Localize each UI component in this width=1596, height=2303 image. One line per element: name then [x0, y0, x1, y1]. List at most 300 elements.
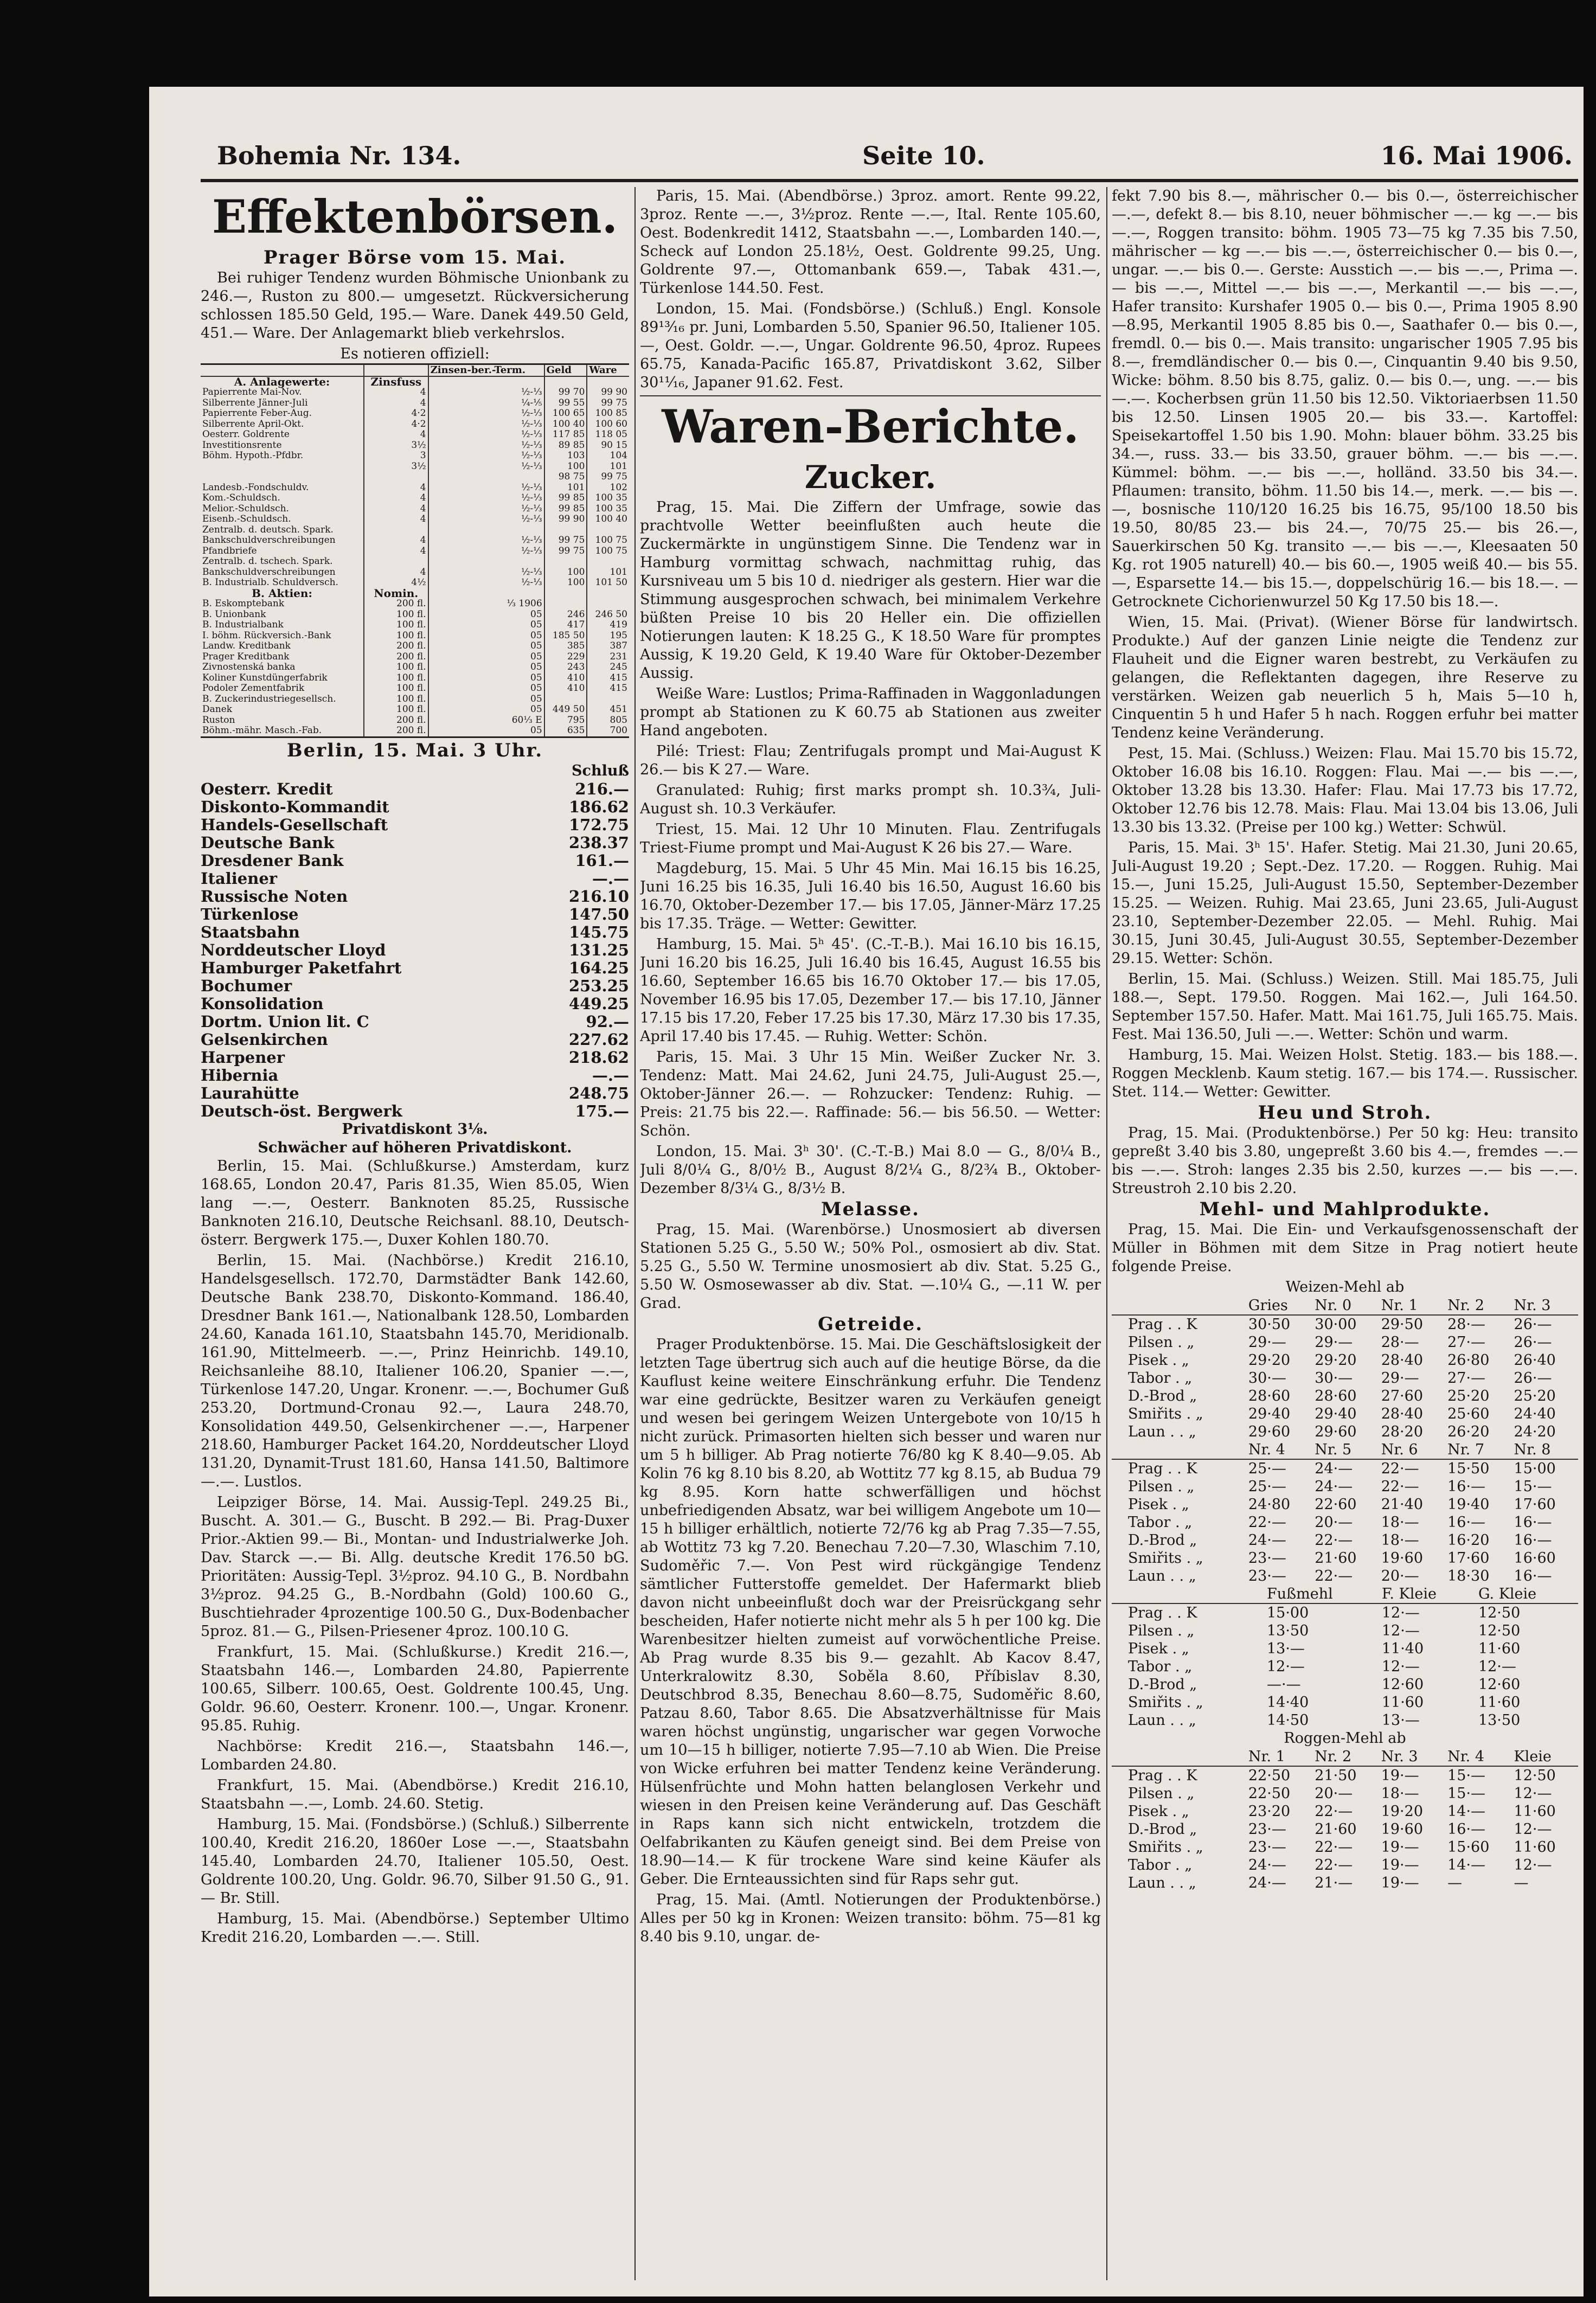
table-cell [544, 694, 587, 705]
table-row [201, 959, 629, 977]
table-cell: 16·60 [1514, 1550, 1556, 1567]
table-cell [428, 525, 544, 536]
paragraph: Granulated: Ruhig; first marks prompt sh. 10.3¾, Juli-August sh. 10.3 Verkäufer. [640, 782, 1101, 817]
table-cell: 4 [364, 567, 428, 578]
table-row [201, 715, 629, 726]
table-row [201, 652, 629, 663]
table-row [201, 546, 629, 557]
table-cell: 16·— [1447, 1478, 1486, 1495]
table-cell: 11·60 [1478, 1640, 1521, 1657]
table-cell: 101 [587, 567, 629, 578]
table-cell: Italiener [201, 869, 278, 888]
newspaper-page [149, 87, 1584, 2296]
table-cell: 4 [364, 504, 428, 515]
table-cell [201, 461, 364, 472]
column-1 [201, 187, 629, 2283]
table-cell: 100 fl. [364, 683, 428, 694]
table-cell: Dortm. Union lit. C [201, 1012, 369, 1031]
table-row [201, 852, 629, 870]
paragraph: London, 15. Mai. 3ʰ 30'. (C.-T.-B.) Mai 8.0 — G., 8/0¼ B., Juli 8/0¼ G., 8/0½ B., August 8/2¼ G., 8/2¾ B., Oktober-Dezember 8/3¼ G., 8/3½ B. [640, 1143, 1101, 1197]
table-cell: 3 [364, 451, 428, 461]
table-cell: 101 [587, 461, 629, 472]
table-cell: 27·60 [1381, 1388, 1423, 1404]
column-header: Nr. 1 [1379, 1297, 1445, 1315]
table-cell: 12·60 [1478, 1676, 1521, 1693]
table-cell: 14·40 [1266, 1694, 1309, 1711]
table-cell: 92.— [586, 1012, 629, 1031]
table-cell: 22·— [1381, 1460, 1419, 1477]
table-cell [544, 599, 587, 610]
table-cell: 22·— [1315, 1568, 1353, 1584]
table-cell: 99 55 [544, 398, 587, 409]
column-header: Nr. 3 [1512, 1297, 1578, 1315]
table-cell: ¼-⅕ [428, 398, 544, 409]
table-cell: 4 [364, 398, 428, 409]
table-cell: 99 75 [544, 546, 587, 557]
column-header: Geld [544, 364, 587, 376]
table-cell: Prag . . K [1128, 1767, 1197, 1784]
table-cell: 253.25 [569, 976, 629, 995]
table-cell: 231 [587, 652, 629, 663]
table-cell: Laun . . „ [1128, 1423, 1196, 1440]
table-cell: 101 [544, 483, 587, 493]
table-cell: Prag . . K [1128, 1316, 1197, 1333]
table-cell: Silberrente April-Okt. [202, 418, 304, 429]
table-cell: 216.10 [569, 887, 629, 906]
paragraph: Prag, 15. Mai. (Warenbörse.) Unosmosiert ab diversen Stationen 5.25 G., 5.50 W.; 50% Pol., osmosiert ab div. Stat. 5.25 G., 5.50 W. Termine unosmosiert ab div. Stat. 5.25 G., 5.50 W. Osmosewasser ab div. Stat. —.10¼ G., —.11 W. per Grad. [640, 1221, 1101, 1312]
table-cell: 98 75 [544, 472, 587, 483]
table-cell: 26·— [1514, 1316, 1552, 1333]
paragraph: Paris, 15. Mai. 3ʰ 15'. Hafer. Stetig. Mai 21.30, Juni 20.65, Juli-August 19.20 ; Sept.-Dez. 17.20. — Roggen. Ruhig. Mai 15.—, Juni 15.25, Juli-August 15.50, September-Dezember 15.25. — Weizen. Ruhig. Mai 23.65, Juni 23.65, Juli-August 23.10, September-Dezember 22.05. — Mehl. Ruhig. Mai 30.15, Juni 30.45, Juli-August 30.55, September-Dezember 29.15. Wetter: Schön. [1112, 839, 1578, 967]
table-cell: Staatsbahn [201, 922, 300, 941]
table-cell: 18·— [1381, 1785, 1419, 1802]
table-row [201, 631, 629, 641]
paragraph: Prager Produktenbörse. 15. Mai. Die Geschäftslosigkeit der letzten Tage übertrug sich auch auf die heutige Börse, da die Kauflust keine weitere Einschränkung erfuhr. Die Tendenz war eine gedrückte, Besitzer waren zu Verkäufen geneigt und wesen bei geringem Weizen Untergebote von 10/15 h nicht zurück. Primasorten hielten sich besser und waren nur um 5 h billiger. Ab Prag notierte 76/80 kg K 8.40—9.05. Ab Kolin 76 kg 8.10 bis 8.20, ab Wottitz 77 kg 8.15, ab Budua 79 kg 8.95. Korn hatte schwerfälligen und höchst unbefriedigenden Absatz, war bei willigem Angebote um 10—15 h billiger erhältlich, notierte 72/76 kg ab Prag 7.35—7.55, ab Wottitz 73 kg 7.20. Benechau 7.20—7.30, Wlaschim 7.10, Sudoměřic 7.—. Von Pest wird rückgängige Tendenz sämtlicher Futterstoffe gemeldet. Der Hafermarkt blieb davon nicht unbeeinflußt doch war der Preisrückgang sehr bescheiden, Hafer notierte nicht mehr als 5 h per 100 kg. Die Warenbesitzer hielten zumeist auf vorwöchentliche Preise. Ab Prag wurde 8.35 bis 9.— gezahlt. Ab Kacov 8.47, Unterkralowitz 8.30, Soběla 8.60, Příbislav 8.30, Deutschbrod 8.35, Benechau 8.60—8.75, Sudoměřic 8.60, Patzau 8.60, Tabor 8.65. Die Absatzverhältnisse für Mais waren höchst ungünstig, ungarischer war gegen Vorwoche um 10—15 h billiger, notierte 7.95—7.10 ab Wien. Die Preise von Wicke erfuhren bei matter Tendenz keine Veränderung. Hülsenfrüchte und Mohn hatten belanglosen Verkehr und wiesen in den Preisen keine Veränderung auf. Das Geschäft in Raps kann sich nicht entwickeln, trotzdem die Oelfabrikanten zu Käufen geneigt sind. Bei dem Preise von 18.90—14.— K für trockene Ware sind keine Käufer als Geber. Die Ernteaussichten sind für Raps sehr gut. [640, 1336, 1101, 1888]
table-row [201, 599, 629, 610]
table-row [201, 461, 629, 472]
table-cell [428, 588, 544, 599]
table-cell: 24·80 [1248, 1496, 1291, 1513]
column-header: Nr. 7 [1445, 1441, 1511, 1459]
column-header: F. Kleie [1380, 1585, 1476, 1603]
table-row [201, 977, 629, 995]
roggen-mehl-label: Roggen-Mehl ab [1284, 1730, 1406, 1747]
table-cell: Diskonto-Kommandit [201, 797, 389, 816]
table-cell: 21·— [1315, 1875, 1353, 1891]
table-cell: 23·— [1248, 1550, 1286, 1567]
table-cell: 100 fl. [364, 610, 428, 620]
column-header: Nr. 3 [1379, 1748, 1445, 1766]
table-cell: 16·— [1447, 1821, 1486, 1838]
table-cell: 05 [428, 704, 544, 715]
table-cell: Melior.-Schuldsch. [202, 503, 289, 514]
table-row [1112, 1333, 1578, 1351]
table-cell: 12·— [1478, 1658, 1516, 1675]
table-cell: D.-Brod „ [1128, 1532, 1197, 1549]
table-cell: 26·20 [1447, 1423, 1490, 1440]
table-cell: Deutsch-öst. Bergwerk [201, 1101, 402, 1120]
table-cell: Pilsen . „ [1128, 1785, 1195, 1802]
column-divider [634, 187, 636, 2280]
table-cell: 25·20 [1514, 1388, 1556, 1404]
table-cell: 102 [587, 483, 629, 493]
table-row [201, 1031, 629, 1049]
table-row [1112, 1369, 1578, 1387]
table-cell: —.— [592, 1066, 629, 1085]
table-cell: Pilsen . „ [1128, 1334, 1195, 1351]
table-cell [587, 556, 629, 567]
column-header: G. Kleie [1476, 1585, 1578, 1603]
table-cell: 451 [587, 704, 629, 715]
table-row [1112, 1405, 1578, 1423]
table-row [1112, 1640, 1578, 1658]
table-cell [544, 588, 587, 599]
table-cell: 05 [428, 726, 544, 737]
table-cell: 11·60 [1514, 1839, 1556, 1856]
column-header: Ware [587, 364, 629, 376]
table-row [201, 1102, 629, 1120]
issue-label: Bohemia Nr. 134. [217, 141, 462, 170]
table-cell: 12·60 [1381, 1676, 1424, 1693]
table-cell: 17·60 [1514, 1496, 1556, 1513]
column-3 [1112, 187, 1578, 2283]
table-row [201, 472, 629, 483]
paragraph: Pest, 15. Mai. (Schluss.) Weizen: Flau. Mai 15.70 bis 15.72, Oktober 16.08 bis 16.10. Roggen: Flau. Mai —.— bis —.—, Oktober 13.28 bis 13.30. Hafer: Flau. Mai 17.73 bis 17.72, Oktober 12.76 bis 12.78. Mais: Flau. Mai 13.04 bis 13.06, Juli 13.30 bis 13.32. (Preise per 100 kg.) Wetter: Schwül. [1112, 745, 1578, 836]
table-cell: ½-⅓ [428, 535, 544, 546]
table-cell: 12·50 [1478, 1605, 1521, 1621]
table-cell: 28·— [1447, 1316, 1486, 1333]
table-cell: 12·— [1381, 1622, 1420, 1639]
column-header: Nr. 2 [1312, 1748, 1379, 1766]
table-row [201, 419, 629, 430]
table-cell: 4·2 [364, 419, 428, 430]
table-cell: 17·60 [1447, 1550, 1490, 1567]
table-cell: Zentralb. d. tschech. Spark. [202, 556, 333, 567]
table-cell: 24·— [1315, 1478, 1353, 1495]
table-cell: 100 fl. [364, 662, 428, 673]
table-row [1112, 1513, 1578, 1531]
table-cell: 60⅓ E [428, 715, 544, 726]
table-cell: 16·— [1514, 1568, 1552, 1584]
table-cell: 245 [587, 662, 629, 673]
table-cell: Laun . . „ [1128, 1875, 1196, 1891]
table-cell [201, 472, 364, 483]
table-row [1112, 1658, 1578, 1676]
paragraph: Pilé: Triest: Flau; Zentrifugals prompt und Mai-August K 26.— bis K 27.— Ware. [640, 743, 1101, 778]
table-cell: ½-⅓ [428, 567, 544, 578]
table-cell: 13·— [1266, 1640, 1305, 1657]
table-cell: 100 fl. [364, 631, 428, 641]
table-cell: Landw. Kreditbank [202, 640, 291, 651]
paragraph: Hamburg, 15. Mai. Weizen Holst. Stetig. 183.— bis 188.—. Roggen Mecklenb. Kaum stetig. 167.— bis 174.—. Russischer. Stet. 114.— Wetter: Gewitter. [1112, 1047, 1578, 1100]
table-cell: 410 [544, 683, 587, 694]
table-row [1112, 1478, 1578, 1496]
table-row [201, 493, 629, 504]
table-row [201, 923, 629, 941]
table-cell: 218.62 [569, 1048, 629, 1067]
table-cell: 27·— [1447, 1370, 1486, 1387]
column-2 [640, 187, 1101, 2283]
table-cell: Bankschuldverschreibungen [202, 535, 336, 546]
table-row [201, 398, 629, 409]
table-cell: 161.— [575, 851, 629, 870]
table-row [1112, 1785, 1578, 1802]
column-header: Nr. 4 [1445, 1748, 1511, 1766]
privatdiskont: Privatdiskont 3⅛. [342, 1120, 488, 1138]
table-row [201, 870, 629, 888]
table-cell: Gelsenkirchen [201, 1030, 328, 1049]
paragraph: London, 15. Mai. (Fondsbörse.) (Schluß.) Engl. Konsole 89¹³⁄₁₆ pr. Juni, Lombarden 5.50, Spanier 96.50, Italiener 105.—, Oest. Goldr. —.—, Ungar. Goldrente 96.50, 4proz. Rupees 65.75, Kanada-Pacific 165.87, Privatdiskont 3.62, Silber 30¹¹⁄₁₆, Japaner 91.62. Fest. [640, 300, 1101, 391]
table-cell: Smiřits . „ [1128, 1406, 1203, 1422]
table-cell: 23·— [1248, 1821, 1286, 1838]
table-cell: 29·60 [1248, 1423, 1291, 1440]
table-cell: 100 [544, 461, 587, 472]
table-cell: 195 [587, 631, 629, 641]
table-row [201, 780, 629, 798]
table-cell: D.-Brod „ [1128, 1676, 1197, 1693]
table-cell: 15·00 [1514, 1460, 1556, 1477]
table-cell: 100 60 [587, 419, 629, 430]
table-cell: 100 35 [587, 504, 629, 515]
table-cell: Danek [202, 704, 233, 715]
table-cell: 449.25 [569, 994, 629, 1013]
paragraph: Paris, 15. Mai. (Abendbörse.) 3proz. amort. Rente 99.22, 3proz. Rente —.—, 3½proz. Rente —.—, Ital. Rente 105.60, Oest. Bodenkredit 1412, Staatsbahn —.—, Lombarden 140.—, Scheck auf London 25.18½, Oest. Goldrente 99.25, Ung. Goldrente 97.—, Ottomanbank 659.—, Tabak 431.—, Türkenlose 144.50. Fest. [640, 188, 1101, 297]
table-cell: 19·40 [1447, 1496, 1490, 1513]
table-cell: 28·40 [1381, 1406, 1423, 1422]
table-cell: B. Eskomptebank [202, 598, 285, 609]
table-cell: 24·— [1248, 1532, 1286, 1549]
table-cell: 100 40 [544, 419, 587, 430]
table-cell: 12·— [1381, 1605, 1420, 1621]
table-cell: 216.— [575, 779, 629, 798]
table-cell: 4 [364, 514, 428, 525]
table-cell: 15·— [1447, 1767, 1486, 1784]
weizen-mehl-table-2 [1112, 1441, 1578, 1585]
page-number: Seite 10. [862, 141, 985, 170]
table-section-unit: Nomin. [364, 588, 428, 599]
table-cell: 449 50 [544, 704, 587, 715]
table-cell: Böhm. Hypoth.-Pfdbr. [202, 450, 304, 461]
table-cell: Podoler Zementfabrik [202, 683, 305, 694]
table-cell: 11·60 [1381, 1694, 1424, 1711]
table-cell: 22·— [1248, 1514, 1286, 1531]
table-row [201, 941, 629, 959]
table-cell: 25·60 [1447, 1406, 1490, 1422]
table-cell: Laurahütte [201, 1083, 299, 1102]
table-cell: B. Industrialb. Schuldversch. [202, 577, 338, 588]
table-cell: 22·— [1315, 1857, 1353, 1874]
table-cell: 24·40 [1514, 1406, 1556, 1422]
table-cell: 29·40 [1315, 1406, 1357, 1422]
table-cell: 16·20 [1447, 1532, 1490, 1549]
table-cell: 24·— [1315, 1460, 1353, 1477]
paragraph: Bei ruhiger Tendenz wurden Böhmische Unionbank zu 246.—, Ruston zu 800.— umgesetzt. Rückversicherung schlossen 185.50 Geld, 195.— Ware. Danek 449.50 Geld, 451.— Ware. Der Anlagemarkt blieb verkehrslos. [201, 270, 629, 342]
table-cell: ½-⅓ [428, 440, 544, 451]
table-cell: 15·60 [1447, 1839, 1490, 1856]
table-cell: 16·— [1447, 1514, 1486, 1531]
table-cell: Türkenlose [201, 904, 299, 923]
table-cell: 15·— [1447, 1785, 1486, 1802]
table-cell: Russische Noten [201, 887, 348, 906]
table-cell: 05 [428, 673, 544, 684]
table-cell: 28·60 [1315, 1388, 1357, 1404]
table-cell: 21·60 [1315, 1821, 1357, 1838]
table-cell: 21·50 [1315, 1767, 1357, 1784]
table-cell: 4 [364, 387, 428, 398]
table-cell: ½-⅓ [428, 408, 544, 419]
page-header [217, 141, 1573, 184]
table-cell: 99 70 [544, 387, 587, 398]
table-cell: Pilsen . „ [1128, 1478, 1195, 1495]
table-cell: D.-Brod „ [1128, 1388, 1197, 1404]
table-cell: Landesb.-Fondschuldv. [202, 482, 309, 493]
table-cell: 229 [544, 652, 587, 663]
table-cell: 186.62 [569, 797, 629, 816]
paragraph: Leipziger Börse, 14. Mai. Aussig-Tepl. 249.25 Bi., Buscht. A. 301.— G., Buscht. B 292.— Bi. Prag-Duxer Prior.-Aktien 99.— Bi., Montan- und Industrialwerke Joh. Dav. Starck —.— Bi. Allg. deutsche Kredit 176.50 bG. Prioritäten: Aussig-Tepl. 3½proz. 94.10 G., B. Nordbahn 3½proz. 94.25 G., B.-Nordbahn (Gold) 100.60 G., Buschtiehrader 4prozentige 100.50 G., Dux-Bodenbacher 5proz. 81.— G., Pilsen-Priesener 4proz. 100.10 G. [201, 1493, 629, 1640]
table-cell: 29·— [1315, 1334, 1353, 1351]
table-cell: 21·40 [1381, 1496, 1423, 1513]
table-cell: 29·60 [1315, 1423, 1357, 1440]
table-row [1112, 1603, 1578, 1622]
table-cell: 3½ [364, 440, 428, 451]
table-cell: 4 [364, 493, 428, 504]
table-row [201, 798, 629, 816]
table-section-unit: Zinsfuss [364, 376, 428, 388]
table-cell: —·— [1266, 1676, 1301, 1693]
table-row [201, 641, 629, 652]
column-header: Nr. 5 [1312, 1441, 1379, 1459]
table-row [201, 525, 629, 536]
table-row [1112, 1423, 1578, 1441]
table-cell: ½-⅓ [428, 546, 544, 557]
table-row [1112, 1351, 1578, 1369]
table-row [1112, 1622, 1578, 1640]
table-row [201, 556, 629, 567]
table-cell: 25·— [1248, 1460, 1286, 1477]
table-cell: Bankschuldverschreibungen [202, 566, 336, 578]
table-cell: 795 [544, 715, 587, 726]
table-cell [587, 599, 629, 610]
table-cell: 410 [544, 673, 587, 684]
table-cell: 99 90 [544, 514, 587, 525]
table-cell: 99 85 [544, 504, 587, 515]
table-cell: 20·— [1315, 1785, 1353, 1802]
table-cell: 19·60 [1381, 1821, 1423, 1838]
table-cell: 05 [428, 694, 544, 705]
column-header [1112, 1441, 1246, 1459]
table-cell: 200 fl. [364, 726, 428, 737]
table-cell: Eisenb.-Schuldsch. [202, 514, 291, 524]
table-cell: 172.75 [569, 815, 629, 834]
paragraph: Prag, 15. Mai. (Produktenbörse.) Per 50 kg: Heu: transito gepreßt 3.40 bis 3.80, ungepreßt 3.60 bis 4.—, fremdes —.— bis —.—. Stroh: langes 2.35 bis 2.50, kurzes —.— bis —.—. Streustroh 2.10 bis 2.20. [1112, 1125, 1578, 1197]
table-cell: 30·00 [1315, 1316, 1357, 1333]
paragraph: Frankfurt, 15. Mai. (Abendbörse.) Kredit 216.10, Staatsbahn —.—, Lomb. 24.60. Stetig. [201, 1776, 629, 1812]
table-cell: 246 50 [587, 610, 629, 620]
table-cell: 103 [544, 451, 587, 461]
table-cell: — [1447, 1875, 1463, 1891]
table-cell: 100 75 [587, 535, 629, 546]
table-cell: 99 75 [544, 535, 587, 546]
table-row [201, 662, 629, 673]
column-header: Nr. 1 [1246, 1748, 1312, 1766]
table-cell: Pfandbriefe [202, 545, 257, 556]
table-row [201, 387, 629, 398]
paragraph: Triest, 15. Mai. 12 Uhr 10 Minuten. Flau. Zentrifugals Triest-Fiume prompt und Mai-August K 26 bis 27.— Ware. [640, 821, 1101, 856]
paragraph: Frankfurt, 15. Mai. (Schlußkurse.) Kredit 216.—, Staatsbahn 146.—, Lombarden 24.80, Papierrente 100.65, Silberr. 100.65, Oest. Goldrente 100.45, Ung. Goldr. 96.60, Oesterr. Kronenr. 100.—, Ungar. Kronenr. 95.85. Ruhig. [201, 1643, 629, 1734]
divider [640, 395, 1101, 396]
table-cell: 243 [544, 662, 587, 673]
table-cell: 05 [428, 620, 544, 631]
berlin-heading: Berlin, 15. Mai. 3 Uhr. [286, 739, 543, 761]
table-cell [364, 472, 428, 483]
table-cell: Smiřits . „ [1128, 1839, 1203, 1856]
table-cell: 635 [544, 726, 587, 737]
table-cell: Smiřits . „ [1128, 1550, 1203, 1567]
table-cell: Hibernia [201, 1066, 279, 1085]
table-row [1112, 1531, 1578, 1549]
table-cell: 12·— [1514, 1821, 1552, 1838]
table-cell: 12·— [1381, 1658, 1420, 1675]
table-cell: 25·20 [1447, 1388, 1490, 1404]
table-cell: 145.75 [569, 922, 629, 941]
table-cell: 4·2 [364, 408, 428, 419]
table-row [201, 683, 629, 694]
column-header: Zinsen-ber.-Term. [428, 364, 544, 376]
table-cell: 246 [544, 610, 587, 620]
table-cell: 29·— [1381, 1370, 1419, 1387]
table-cell [428, 376, 544, 388]
table-row [201, 504, 629, 515]
table-cell [364, 556, 428, 567]
table-cell: 200 fl. [364, 715, 428, 726]
table-cell: 05 [428, 631, 544, 641]
column-header: Kleie [1512, 1748, 1578, 1766]
table-cell: 227.62 [569, 1030, 629, 1049]
paragraph: Prag, 15. Mai. Die Ziffern der Umfrage, sowie das prachtvolle Wetter beeinflußten auch heute die Zuckermärkte in ungünstigem Sinne. Die Tendenz war in Hamburg vormittag schwach, nachmittag ruhig, das Kursniveau um 5 bis 10 d. niedriger als gestern. Hier war die Stimmung ausgesprochen schwach, bei minimalem Verkehre büßten Preise 10 bis 20 Heller ein. Die offiziellen Notierungen lauten: K 18.25 G., K 18.50 Ware für promptes Aussig, K 19.20 Geld, K 19.40 Ware für Oktober-Dezember Aussig. [640, 499, 1101, 682]
table-cell: Dresdener Bank [201, 851, 344, 870]
table-cell: 100 fl. [364, 694, 428, 705]
table-cell: 29·— [1248, 1334, 1286, 1351]
table-cell: 100 75 [587, 546, 629, 557]
table-cell: 27·— [1447, 1334, 1486, 1351]
table-cell: Ruston [202, 714, 235, 726]
table-row [1112, 1874, 1578, 1892]
table-cell: 12·— [1514, 1857, 1552, 1874]
mehl-heading: Mehl- und Mahlprodukte. [1199, 1198, 1491, 1220]
table-cell: Konsolidation [201, 994, 324, 1013]
column-header: Fußmehl [1265, 1585, 1380, 1603]
table-cell: 18·30 [1447, 1568, 1490, 1584]
table-cell: 22·— [1315, 1839, 1353, 1856]
table-cell: Pisek . „ [1128, 1803, 1189, 1820]
table-cell: 387 [587, 641, 629, 652]
paragraph: Magdeburg, 15. Mai. 5 Uhr 45 Min. Mai 16.15 bis 16.25, Juni 16.25 bis 16.35, Juli 16.40 bis 16.50, August 16.60 bis 16.70, Oktober-Dezember 17.— bis 17.05, Jänner-März 17.25 bis 17.35. Träge. — Wetter: Gewitter. [640, 860, 1101, 932]
table-cell: ½-⅓ [428, 493, 544, 504]
table-cell: ½-⅓ [428, 461, 544, 472]
table-cell: 417 [544, 620, 587, 631]
table-row [201, 483, 629, 493]
table-cell: 24·— [1248, 1875, 1286, 1891]
table-cell [587, 588, 629, 599]
table-row [1112, 1459, 1578, 1478]
table-cell: Pisek . „ [1128, 1352, 1189, 1369]
table-cell: 200 fl. [364, 641, 428, 652]
table-cell [364, 525, 428, 536]
table-cell: 30·— [1315, 1370, 1353, 1387]
table-row [201, 834, 629, 852]
table-cell: 200 fl. [364, 652, 428, 663]
table-cell: Oesterr. Kredit [201, 779, 333, 798]
